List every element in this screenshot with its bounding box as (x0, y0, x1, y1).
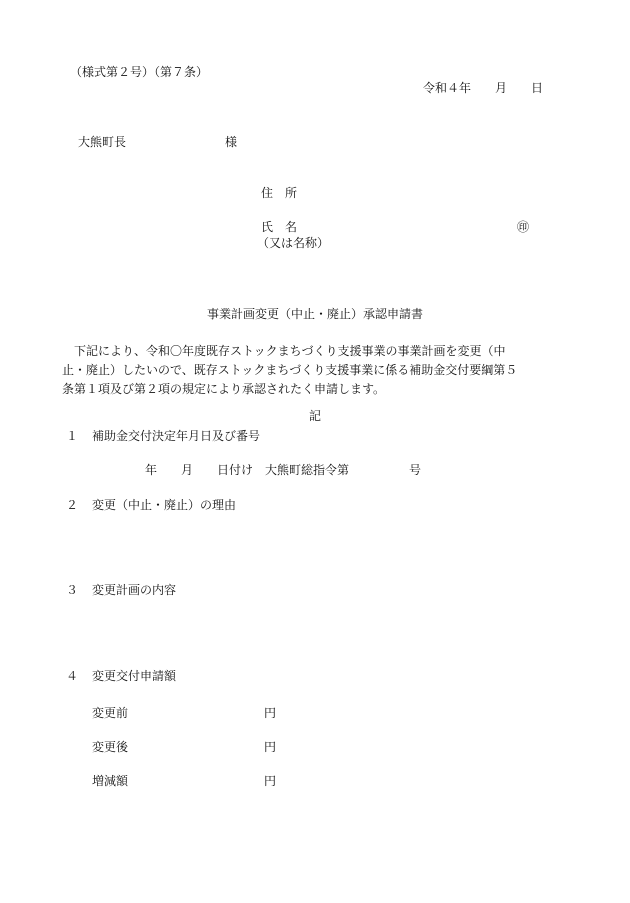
body-line-2: 止・廃止）したいので、既存ストックまちづくり支援事業に係る補助金交付要綱第５ (62, 363, 518, 377)
address-label: 住 所 (261, 186, 298, 200)
document-title: 事業計画変更（中止・廃止）承認申請書 (206, 307, 423, 321)
addressee-name: 大熊町長 (78, 135, 127, 149)
form-number: （様式第２号）（第７条） (70, 65, 209, 79)
section-2-label: 変更（中止・廃止）の理由 (92, 498, 237, 512)
section-1-number: １ (66, 429, 79, 443)
section-3-number: ３ (66, 583, 79, 597)
amount-before-label: 変更前 (92, 706, 129, 720)
section-3-label: 変更計画の内容 (92, 583, 177, 597)
body-paragraph (62, 342, 582, 399)
seal-mark: ㊞ (517, 220, 530, 234)
amount-before-unit: 円 (264, 706, 277, 720)
name-alt-label: （又は名称） (257, 236, 330, 250)
section-4-number: ４ (66, 669, 79, 683)
amount-after-unit: 円 (264, 740, 277, 754)
section-1-label: 補助金交付決定年月日及び番号 (92, 429, 261, 443)
addressee-honorific: 様 (225, 135, 238, 149)
section-4-label: 変更交付申請額 (92, 669, 177, 683)
name-label: 氏 名 (261, 220, 298, 234)
section-2-number: ２ (66, 498, 79, 512)
amount-difference-label: 増減額 (92, 774, 129, 788)
body-line-1: 下記により、令和〇年度既存ストックまちづくり支援事業の事業計画を変更（中 (74, 344, 506, 358)
body-line-3: 条第１項及び第２項の規定により承認されたく申請します。 (62, 382, 386, 396)
ki-heading: 記 (309, 409, 322, 423)
amount-after-label: 変更後 (92, 740, 129, 754)
application-date: 令和４年 月 日 (423, 81, 544, 95)
decision-date-number-line: 年 月 日付け 大熊町総指令第 号 (145, 463, 422, 477)
amount-difference-unit: 円 (264, 774, 277, 788)
